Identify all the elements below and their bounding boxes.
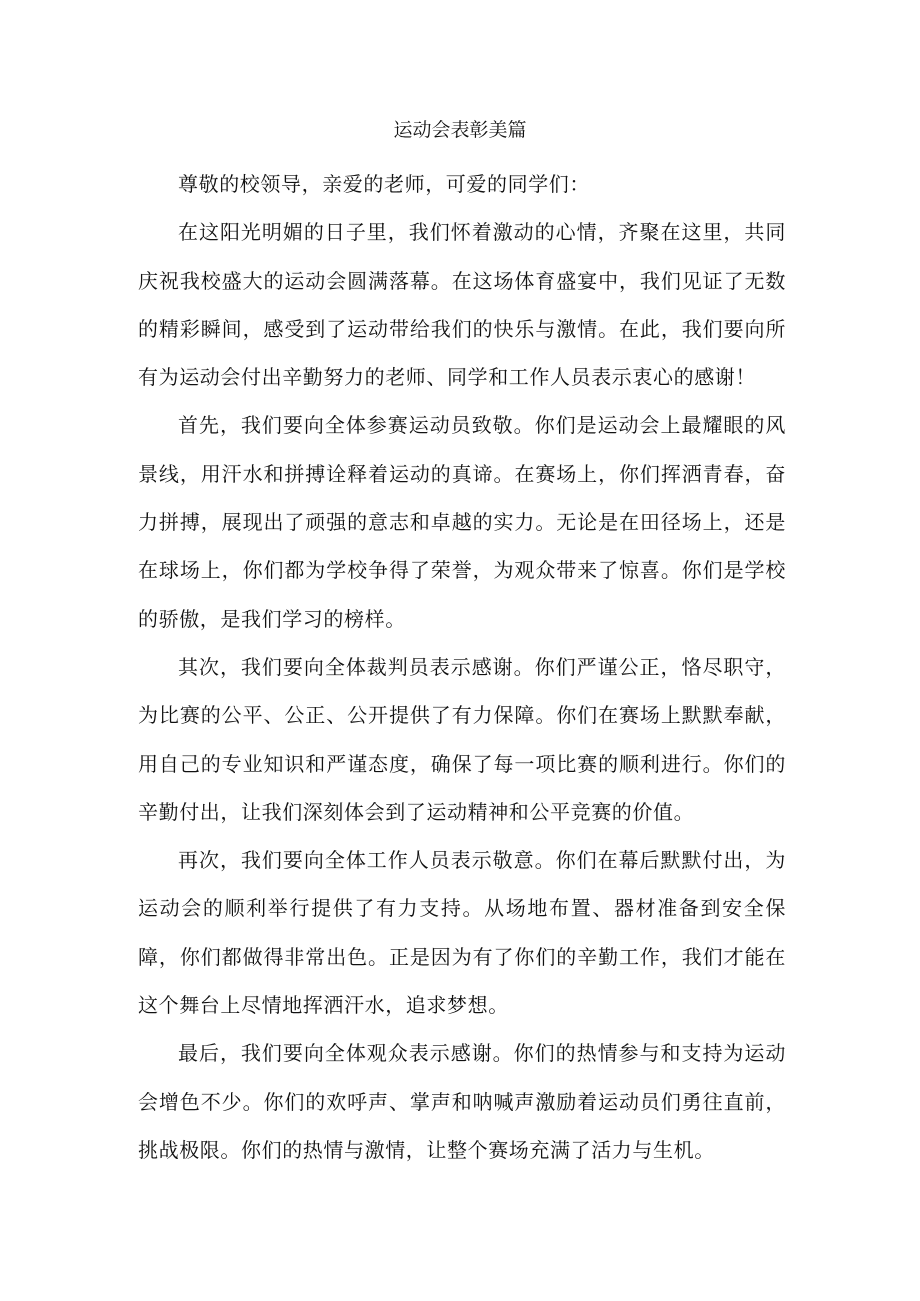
paragraph-athletes: 首先，我们要向全体参赛运动员致敬。你们是运动会上最耀眼的风景线，用汗水和拼搏诠释着运动的真谛。在赛场上，你们挥洒青春，奋力拼搏，展现出了顽强的意志和卓越的实力。无论是在田径场上，还是在球场上，你们都为学校争得了荣誉，为观众带来了惊喜。你们是学校的骄傲，是我们学习的榜样。 (138, 413, 786, 631)
paragraph-referees: 其次，我们要向全体裁判员表示感谢。你们严谨公正，恪尽职守，为比赛的公平、公正、公开提供了有力保障。你们在赛场上默默奉献，用自己的专业知识和严谨态度，确保了每一项比赛的顺利进行。你们的辛勤付出，让我们深刻体会到了运动精神和公平竞赛的价值。 (138, 654, 786, 824)
document-title: 运动会表彰美篇 (393, 119, 527, 141)
paragraph-intro: 在这阳光明媚的日子里，我们怀着激动的心情，齐聚在这里，共同庆祝我校盛大的运动会圆满落幕。在这场体育盛宴中，我们见证了无数的精彩瞬间，感受到了运动带给我们的快乐与激情。在此，我们要向所有为运动会付出辛勤努力的老师、同学和工作人员表示衷心的感谢！ (138, 220, 786, 390)
document-body (138, 160, 786, 1174)
paragraph-audience: 最后，我们要向全体观众表示感谢。你们的热情参与和支持为运动会增色不少。你们的欢呼声、掌声和呐喊声激励着运动员们勇往直前，挑战极限。你们的热情与激情，让整个赛场充满了活力与生机。 (138, 1041, 786, 1162)
paragraph-greeting: 尊敬的校领导，亲爱的老师，可爱的同学们： (178, 172, 590, 196)
paragraph-staff: 再次，我们要向全体工作人员表示敬意。你们在幕后默默付出，为运动会的顺利举行提供了有力支持。从场地布置、器材准备到安全保障，你们都做得非常出色。正是因为有了你们的辛勤工作，我们才能在这个舞台上尽情地挥洒汗水，追求梦想。 (138, 848, 786, 1018)
